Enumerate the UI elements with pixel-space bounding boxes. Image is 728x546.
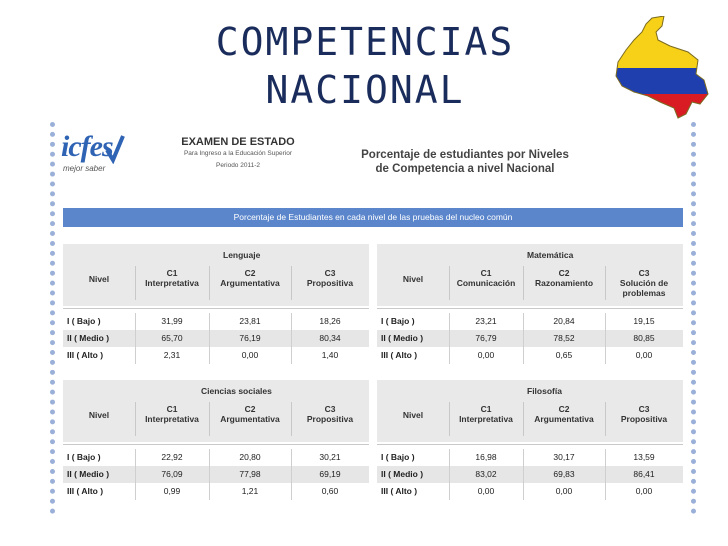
table-header xyxy=(63,380,369,442)
table-cell: 1,21 xyxy=(241,486,259,496)
row-level: I ( Bajo ) xyxy=(381,316,415,326)
slide-title-line1: COMPETENCIAS xyxy=(215,20,515,64)
logo-word: icfes xyxy=(61,130,113,163)
table-row xyxy=(377,347,683,364)
logo-tagline: mejor saber xyxy=(63,164,106,173)
table-cell: 69,83 xyxy=(553,469,575,479)
column-header-line: Propositiva xyxy=(620,414,668,424)
table-cell: 0,60 xyxy=(321,486,339,496)
column-header-line: Razonamiento xyxy=(534,278,594,288)
column-header-line: Argumentativa xyxy=(534,414,594,424)
slide-title xyxy=(180,18,550,114)
table-cell: 18,26 xyxy=(319,316,341,326)
table-cell: 23,81 xyxy=(239,316,261,326)
colombia-map-flag-icon xyxy=(612,16,710,120)
table-cell: 22,92 xyxy=(161,452,183,462)
row-level: II ( Medio ) xyxy=(67,333,110,343)
table-cell: 2,31 xyxy=(163,350,181,360)
table-cell: 0,00 xyxy=(241,350,259,360)
results-table xyxy=(63,380,369,506)
column-header-line: Propositiva xyxy=(306,414,354,424)
results-document xyxy=(50,122,696,514)
table-row xyxy=(377,449,683,466)
column-header xyxy=(135,268,209,288)
exam-subtitle: Para Ingreso a la Educación Superior xyxy=(183,150,293,157)
column-header-line: Comunicación xyxy=(456,278,516,288)
table-cell: 0,99 xyxy=(163,486,181,496)
column-header xyxy=(605,404,683,424)
table-cell: 0,00 xyxy=(555,486,573,496)
table-cell: 83,02 xyxy=(475,469,497,479)
slide-title-line2: NACIONAL xyxy=(265,68,465,112)
row-level: I ( Bajo ) xyxy=(381,452,415,462)
table-row xyxy=(63,347,369,364)
table-cell: 65,70 xyxy=(161,333,183,343)
table-row xyxy=(377,330,683,347)
row-level: III ( Alto ) xyxy=(67,350,104,360)
results-table xyxy=(63,244,369,370)
column-header-line: Interpretativa xyxy=(145,278,199,288)
column-header-line: Interpretativa xyxy=(459,414,513,424)
table-cell: 13,59 xyxy=(633,452,655,462)
column-header-line: Argumentativa xyxy=(220,414,280,424)
column-header-line: C3 xyxy=(324,404,336,414)
exam-period: Periodo 2011-2 xyxy=(216,162,260,169)
table-cell: 23,21 xyxy=(475,316,497,326)
table-cell: 19,15 xyxy=(633,316,655,326)
column-header-line: C1 xyxy=(480,268,492,278)
column-header-line: C3 xyxy=(638,404,650,414)
table-cell: 30,21 xyxy=(319,452,341,462)
section-band: Porcentaje de Estudiantes en cada nivel de las pruebas del nucleo común xyxy=(63,208,683,227)
column-header xyxy=(209,268,291,288)
table-cell: 76,19 xyxy=(239,333,261,343)
table-subject: Matemática xyxy=(527,250,574,260)
table-header xyxy=(377,380,683,442)
row-level: II ( Medio ) xyxy=(381,469,424,479)
table-header xyxy=(377,244,683,306)
column-header xyxy=(523,268,605,288)
table-header xyxy=(63,244,369,306)
row-level: III ( Alto ) xyxy=(67,486,104,496)
table-cell: 0,00 xyxy=(635,350,653,360)
table-subject: Ciencias sociales xyxy=(201,386,272,396)
table-cell: 1,40 xyxy=(321,350,339,360)
table-row xyxy=(63,449,369,466)
column-header-line: C1 xyxy=(166,268,178,278)
column-header xyxy=(135,404,209,424)
table-cell: 69,19 xyxy=(319,469,341,479)
table-row xyxy=(63,483,369,500)
table-cell: 0,00 xyxy=(477,486,495,496)
table-subject: Lenguaje xyxy=(223,250,261,260)
table-rule xyxy=(63,308,369,309)
checkmark-icon xyxy=(105,134,125,164)
row-level: II ( Medio ) xyxy=(67,469,110,479)
column-header-line: C3 xyxy=(324,268,336,278)
table-row xyxy=(377,483,683,500)
row-level: I ( Bajo ) xyxy=(67,316,101,326)
column-header xyxy=(605,268,683,298)
table-cell: 0,00 xyxy=(635,486,653,496)
column-header-line: C2 xyxy=(244,404,256,414)
column-header xyxy=(449,404,523,424)
table-cell: 80,85 xyxy=(633,333,655,343)
column-header-line: C2 xyxy=(244,268,256,278)
nivel-header: Nivel xyxy=(88,274,110,284)
row-level: I ( Bajo ) xyxy=(67,452,101,462)
column-header xyxy=(209,404,291,424)
icfes-logo xyxy=(61,130,127,174)
results-table xyxy=(377,380,683,506)
table-rule xyxy=(377,444,683,445)
nivel-header: Nivel xyxy=(402,410,424,420)
row-level: III ( Alto ) xyxy=(381,350,418,360)
column-header-line: Solución de xyxy=(619,278,669,288)
column-header-line: C1 xyxy=(480,404,492,414)
column-header-line: C2 xyxy=(558,268,570,278)
table-cell: 80,34 xyxy=(319,333,341,343)
column-header-line: problemas xyxy=(622,288,666,298)
column-header-line: C3 xyxy=(638,268,650,278)
column-header xyxy=(291,268,369,288)
table-cell: 86,41 xyxy=(633,469,655,479)
table-rule xyxy=(377,308,683,309)
table-row xyxy=(63,330,369,347)
table-cell: 0,65 xyxy=(555,350,573,360)
table-subject: Filosofía xyxy=(527,386,562,396)
results-table xyxy=(377,244,683,370)
table-cell: 76,09 xyxy=(161,469,183,479)
report-title xyxy=(345,148,585,176)
table-row xyxy=(63,313,369,330)
row-level: III ( Alto ) xyxy=(381,486,418,496)
table-cell: 30,17 xyxy=(553,452,575,462)
report-title-line2: de Competencia a nivel Nacional xyxy=(375,163,555,175)
column-header xyxy=(291,404,369,424)
column-header-line: Propositiva xyxy=(306,278,354,288)
table-cell: 31,99 xyxy=(161,316,183,326)
table-row xyxy=(377,466,683,483)
table-cell: 20,84 xyxy=(553,316,575,326)
column-header-line: C2 xyxy=(558,404,570,414)
report-title-line1: Porcentaje de estudiantes por Niveles xyxy=(361,149,569,161)
exam-header xyxy=(173,136,303,169)
table-cell: 0,00 xyxy=(477,350,495,360)
exam-title: EXAMEN DE ESTADO xyxy=(181,136,295,148)
table-cell: 16,98 xyxy=(475,452,497,462)
column-header-line: Interpretativa xyxy=(145,414,199,424)
nivel-header: Nivel xyxy=(402,274,424,284)
column-header-line: C1 xyxy=(166,404,178,414)
table-row xyxy=(377,313,683,330)
table-cell: 77,98 xyxy=(239,469,261,479)
column-header-line: Argumentativa xyxy=(220,278,280,288)
table-cell: 78,52 xyxy=(553,333,575,343)
table-row xyxy=(63,466,369,483)
column-header xyxy=(523,404,605,424)
row-level: II ( Medio ) xyxy=(381,333,424,343)
column-header xyxy=(449,268,523,288)
table-cell: 20,80 xyxy=(239,452,261,462)
table-cell: 76,79 xyxy=(475,333,497,343)
table-rule xyxy=(63,444,369,445)
nivel-header: Nivel xyxy=(88,410,110,420)
